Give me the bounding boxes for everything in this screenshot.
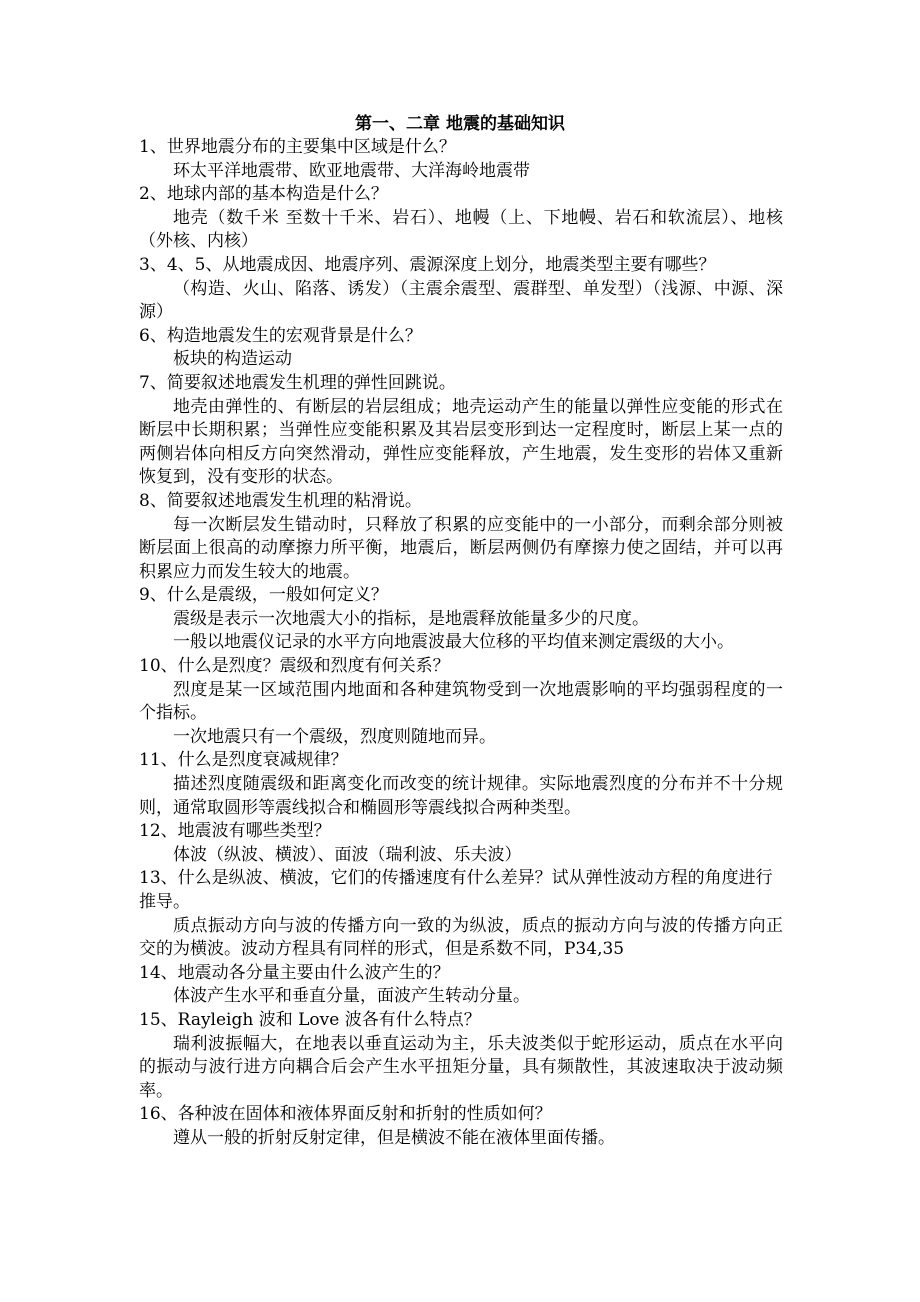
question-10: 12、地震波有哪些类型？: [139, 821, 331, 842]
qa-list: [139, 136, 783, 1151]
answer-7-1: 震级是表示一次地震大小的指标，是地震释放能量多少的尺度。: [173, 608, 649, 629]
answer-2-1: 地壳（数千米 至数十千米、岩石）、地幔（上、下地幔、岩石和软流层）、地核（外核、内核）: [139, 207, 783, 252]
answer-13-1: 瑞利波振幅大，在地表以垂直运动为主，乐夫波类似于蛇形运动，质点在水平向的振动与波行进方向耦合后会产生水平扭矩分量，具有频散性，其波速取决于波动频率。: [139, 1033, 783, 1101]
question-11: 13、什么是纵波、横波，它们的传播速度有什么差异？试从弹性波动方程的角度进行推导。: [139, 868, 773, 912]
answer-10-1: 体波（纵波、横波）、面波（瑞利波、乐夫波）: [173, 844, 522, 865]
question-1: 1、世界地震分布的主要集中区域是什么？: [139, 137, 456, 157]
question-4: 6、构造地震发生的宏观背景是什么？: [139, 325, 422, 346]
question-3: 3、4、5、从地震成因、地震序列、震源深度上划分，地震类型主要有哪些？: [139, 254, 716, 275]
question-7: 9、什么是震级，一般如何定义？: [139, 585, 388, 606]
question-8: 10、什么是烈度？震级和烈度有何关系？: [139, 656, 450, 677]
question-2: 2、地球内部的基本构造是什么？: [139, 184, 388, 205]
question-9: 11、什么是烈度衰减规律？: [139, 750, 348, 771]
answer-14-1: 遵从一般的折射反射定律，但是横波不能在液体里面传播。: [173, 1127, 615, 1148]
answer-8-2: 一次地震只有一个震级，烈度则随地而异。: [173, 726, 496, 747]
answer-7-2: 一般以地震仪记录的水平方向地震波最大位移的平均值来测定震级的大小。: [173, 632, 734, 653]
answer-3-1: （构造、火山、陷落、诱发）（主震余震型、震群型、单发型）（浅源、中源、深源）: [139, 278, 783, 323]
page-title: 第一、二章 地震的基础知识: [355, 114, 565, 134]
answer-12-1: 体波产生水平和垂直分量，面波产生转动分量。: [173, 986, 530, 1007]
answer-8-1: 烈度是某一区域范围内地面和各种建筑物受到一次地震影响的平均强弱程度的一个指标。: [139, 679, 783, 724]
answer-11-1: 质点振动方向与波的传播方向一致的为纵波，质点的振动方向与波的传播方向正交的为横波。波动方程具有同样的形式，但是系数不同，P34,35: [139, 915, 783, 960]
answer-1-1: 环太平洋地震带、欧亚地震带、大洋海岭地震带: [173, 160, 530, 181]
answer-6-1: 每一次断层发生错动时，只释放了积累的应变能中的一小部分，而剩余部分则被断层面上很高的动摩擦力所平衡，地震后，断层两侧仍有摩擦力使之固结，并可以再积累应力而发生较大的地震。: [139, 514, 783, 582]
answer-5-1: 地壳由弹性的、有断层的岩层组成；地壳运动产生的能量以弹性应变能的形式在断层中长期积累；当弹性应变能积累及其岩层变形到达一定程度时，断层上某一点的两侧岩体向相反方向突然滑动，弹性应变能释放，产生地震，发生变形的岩体又重新恢复到，没有变形的状态。: [139, 396, 783, 488]
question-14: 16、各种波在固体和液体界面反射和折射的性质如何？: [139, 1104, 552, 1125]
question-5: 7、简要叙述地震发生机理的弹性回跳说。: [139, 372, 456, 393]
question-12: 14、地震动各分量主要由什么波产生的？: [139, 962, 450, 983]
question-6: 8、简要叙述地震发生机理的粘滑说。: [139, 490, 422, 511]
question-13: 15、Rayleigh 波和 Love 波各有什么特点？: [139, 1009, 481, 1030]
answer-4-1: 板块的构造运动: [173, 349, 292, 370]
answer-9-1: 描述烈度随震级和距离变化而改变的统计规律。实际地震烈度的分布并不十分规则，通常取圆形等震线拟合和椭圆形等震线拟合两种类型。: [139, 774, 783, 818]
